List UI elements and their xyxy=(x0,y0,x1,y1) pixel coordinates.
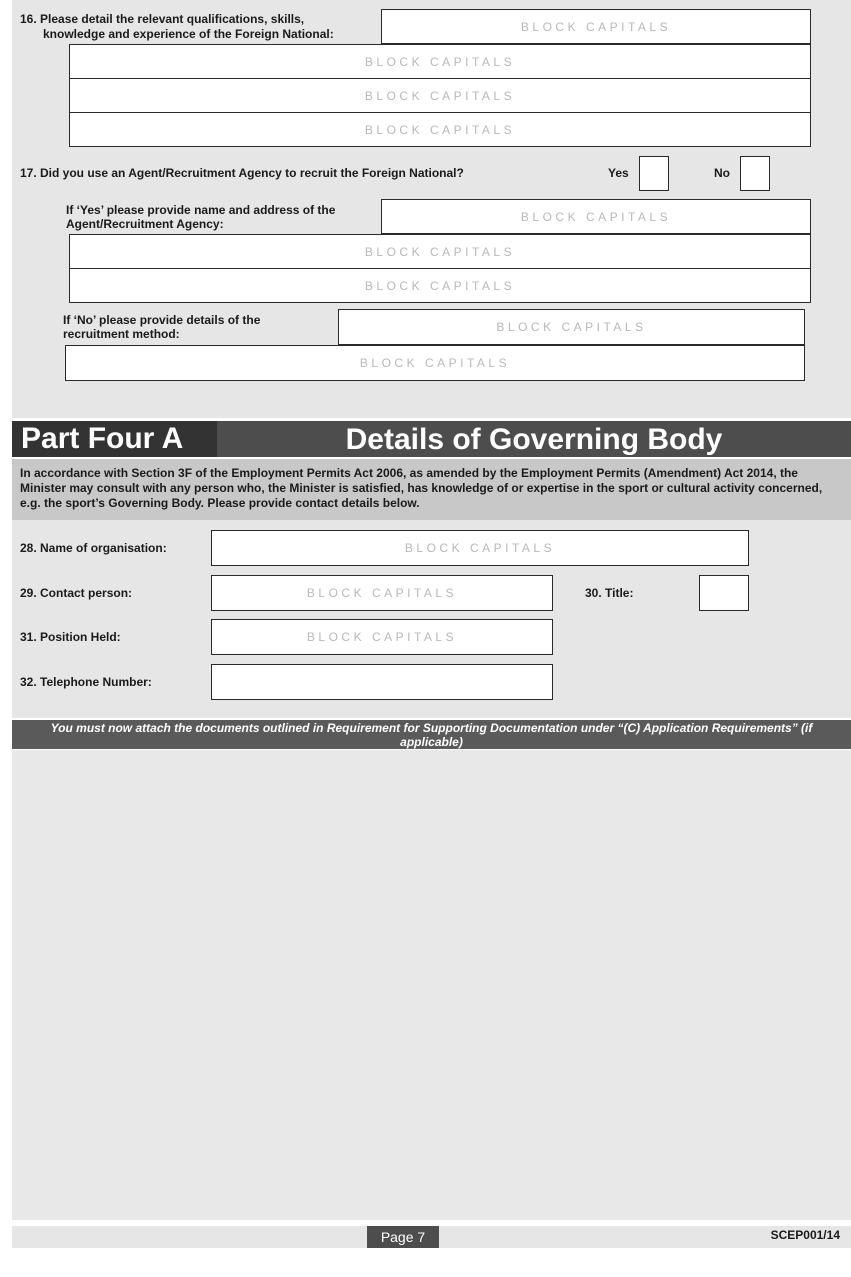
q16-label-line2: knowledge and experience of the Foreign National: xyxy=(43,27,334,41)
q17-yes-checkbox[interactable] xyxy=(639,156,669,191)
recruitment-method-input-2[interactable]: BLOCK CAPITALS xyxy=(65,345,805,381)
q17-no-label: No xyxy=(714,166,730,180)
telephone-input[interactable] xyxy=(211,664,553,700)
title-input[interactable] xyxy=(699,575,749,611)
q16-label-line1: 16. Please detail the relevant qualifications, skills, xyxy=(20,12,305,26)
q17-label: 17. Did you use an Agent/Recruitment Agency to recruit the Foreign National? xyxy=(20,166,464,180)
q29-label: 29. Contact person: xyxy=(20,586,133,600)
q17-no-detail-line2: recruitment method: xyxy=(63,327,180,341)
q16-input-2[interactable]: BLOCK CAPITALS xyxy=(69,44,811,79)
form-code: SCEP001/14 xyxy=(770,1228,840,1242)
q17-no-detail-line1: If ‘No’ please provide details of the xyxy=(63,313,261,327)
contact-person-input[interactable]: BLOCK CAPITALS xyxy=(211,575,553,611)
page-number: Page 7 xyxy=(367,1226,439,1248)
q17-yes-detail-line1: If ‘Yes’ please provide name and address of the xyxy=(66,203,336,217)
recruitment-method-input-1[interactable]: BLOCK CAPITALS xyxy=(338,309,805,345)
part-title: Details of Governing Body xyxy=(345,423,723,456)
agency-input-1[interactable]: BLOCK CAPITALS xyxy=(381,199,811,234)
blank-area xyxy=(12,750,851,1220)
q17-no-checkbox[interactable] xyxy=(740,156,770,191)
q16-input-1[interactable]: BLOCK CAPITALS xyxy=(381,9,811,44)
q16-input-4[interactable]: BLOCK CAPITALS xyxy=(69,112,811,147)
q28-label: 28. Name of organisation: xyxy=(20,541,167,555)
part-label: Part Four A xyxy=(12,421,217,457)
q31-label: 31. Position Held: xyxy=(20,630,121,644)
organisation-name-input[interactable]: BLOCK CAPITALS xyxy=(211,530,749,566)
q32-label: 32. Telephone Number: xyxy=(20,675,152,689)
attachment-note: You must now attach the documents outlined in Requirement for Supporting Documentation under “(C) Application Requirements” (if applicable) xyxy=(12,720,851,749)
agency-input-3[interactable]: BLOCK CAPITALS xyxy=(69,268,811,303)
q17-yes-detail-line2: Agent/Recruitment Agency: xyxy=(66,217,224,231)
q16-input-3[interactable]: BLOCK CAPITALS xyxy=(69,78,811,113)
position-held-input[interactable]: BLOCK CAPITALS xyxy=(211,619,553,655)
agency-input-2[interactable]: BLOCK CAPITALS xyxy=(69,234,811,269)
q30-label: 30. Title: xyxy=(585,586,634,600)
q17-yes-label: Yes xyxy=(608,166,629,180)
part-intro-text: In accordance with Section 3F of the Employment Permits Act 2006, as amended by the Employment Permits (Amendment) Act 2014, the Minister may consult with any person who, the Minister is satisfied, has knowledge of or expertise in the sport or cultural activity concerned, e.g. the sport’s Governing Body. Please provide contact details below. xyxy=(12,459,851,520)
